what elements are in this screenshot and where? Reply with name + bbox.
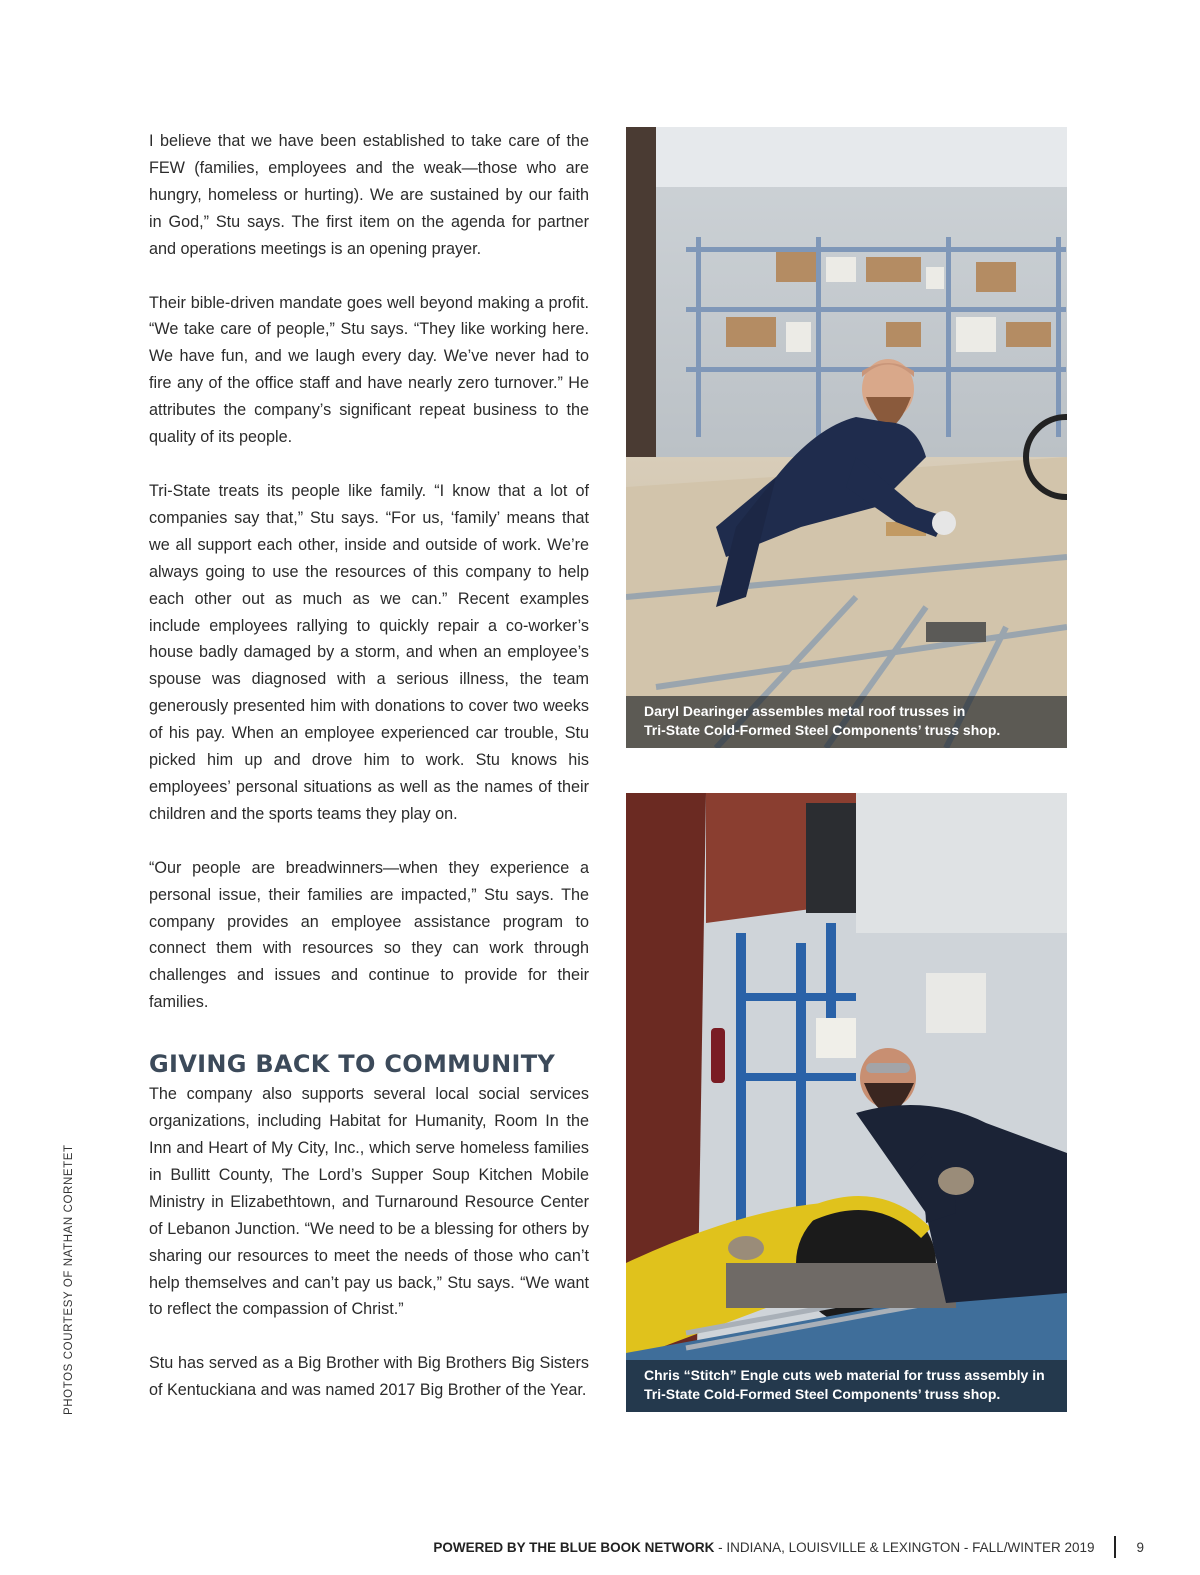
page-number: 9: [1136, 1539, 1144, 1555]
photo-2-caption-line-1: Chris “Stitch” Engle cuts web material for truss assembly in: [644, 1367, 1045, 1383]
page-footer: [433, 1536, 1144, 1558]
paragraph-4: “Our people are breadwinners—when they experience a personal issue, their families are impacted,” Stu says. The company provides an employee assistance program to connect them with resources so they can work through challenges and issues and continue to provide for their families.: [149, 858, 589, 1012]
paragraph-1: I believe that we have been established to take care of the FEW (families, employees and the weak—those who are hungry, homeless or hurting). We are sustained by our faith in God,” Stu says. The first item on the agenda for partner and operations meetings is an opening prayer.: [149, 132, 589, 258]
photo-truss-assembly: [626, 127, 1067, 748]
photo-band-saw: [626, 793, 1067, 1412]
footer-network: POWERED BY THE BLUE BOOK NETWORK: [433, 1539, 715, 1555]
footer-edition: - INDIANA, LOUISVILLE & LEXINGTON - FALL/WINTER 2019: [714, 1539, 1095, 1555]
article-column: [149, 128, 589, 1404]
footer-divider: [1114, 1536, 1116, 1558]
photo-1-caption-line-2: Tri-State Cold-Formed Steel Components’ truss shop.: [644, 722, 1001, 738]
photo-truss-assembly-image: [626, 127, 1067, 748]
photo-2-caption: [626, 1360, 1067, 1412]
photo-band-saw-image: [626, 793, 1067, 1412]
paragraph-3: Tri-State treats its people like family. “I know that a lot of companies say that,” Stu says. “For us, ‘family’ means that we all support each other, inside and outside of work. We’re always going to use the resources of this company to help each other out as much as we can.” Recent examples include employees rallying to quickly repair a co-worker’s house badly damaged by a storm, and when an employee’s spouse was diagnosed with a serious illness, the team generously presented him with donations to cover two weeks of his pay. When an employee experienced car trouble, Stu picked him up and drove him to work. Stu knows his employees’ personal situations as well as the names of their children and the sports teams they play on.: [149, 481, 589, 823]
paragraph-6: Stu has served as a Big Brother with Big Brothers Big Sisters of Kentuckiana and was named 2017 Big Brother of the Year.: [149, 1354, 589, 1400]
paragraph-5: The company also supports several local social services organizations, including Habitat for Humanity, Room In the Inn and Heart of My City, Inc., which serve homeless families in Bullitt County, The Lord’s Supper Soup Kitchen Mobile Ministry in Elizabethtown, and Turnaround Resource Center of Lebanon Junction. “We need to be a blessing for others by sharing our resources to meet the needs of those who can’t help themselves and can’t pay us back,” Stu says. “We want to reflect the compassion of Christ.”: [149, 1085, 589, 1319]
section-heading: GIVING BACK TO COMMUNITY: [149, 1050, 556, 1079]
photo-1-caption-line-1: Daryl Dearinger assembles metal roof trusses in: [644, 703, 966, 719]
paragraph-2: Their bible-driven mandate goes well beyond making a profit. “We take care of people,” Stu says. “They like working here. We have fun, and we laugh every day. We’ve never had to fire any of the office staff and have nearly zero turnover.” He attributes the company’s significant repeat business to the quality of its people.: [149, 293, 589, 447]
photo-2-caption-line-2: Tri-State Cold-Formed Steel Components’ truss shop.: [644, 1386, 1001, 1402]
photo-1-caption: [626, 696, 1067, 748]
photo-credit: PHOTOS COURTESY OF NATHAN CORNETET: [63, 1144, 75, 1415]
